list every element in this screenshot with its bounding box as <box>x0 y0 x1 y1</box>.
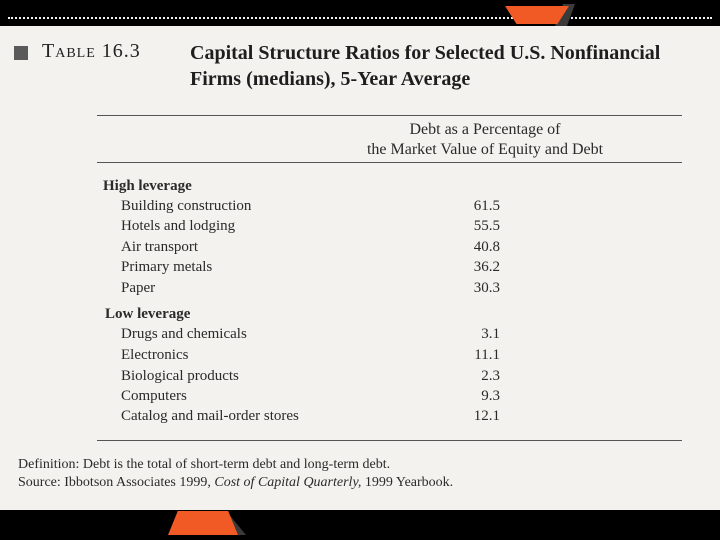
top-band <box>0 0 720 26</box>
group-label: Low leverage <box>105 306 191 322</box>
ratio-value: 3.1 <box>481 326 500 342</box>
ratio-value: 2.3 <box>481 368 500 384</box>
ratio-value: 61.5 <box>473 198 500 214</box>
header-rule <box>97 162 682 163</box>
scanned-page <box>0 26 720 510</box>
industry-label: Building construction <box>121 198 252 214</box>
industry-label: Catalog and mail-order stores <box>121 408 299 424</box>
top-dotted-divider <box>8 17 712 19</box>
bottom-band <box>0 510 720 540</box>
table-marker-square <box>14 46 28 60</box>
source-suffix: 1999 Yearbook. <box>361 475 454 490</box>
industry-label: Air transport <box>121 239 199 255</box>
table-definition: Definition: Debt is the total of short-term debt and long-term debt. <box>18 457 391 472</box>
table-title <box>190 40 690 92</box>
ratio-value: 40.8 <box>473 239 500 255</box>
column-header-line-2: the Market Value of Equity and Debt <box>366 141 604 158</box>
industry-label: Drugs and chemicals <box>121 326 247 342</box>
industry-label: Primary metals <box>121 259 213 275</box>
table-title-line-1: Capital Structure Ratios for Selected U.S. Nonfinancial <box>190 42 661 64</box>
ratio-value: 9.3 <box>481 388 500 404</box>
bottom-accent-tab <box>168 511 238 535</box>
column-header <box>310 120 660 160</box>
column-header-line-1: Debt as a Percentage of <box>409 121 561 138</box>
table-title-line-2: Firms (medians), 5-Year Average <box>190 68 471 90</box>
industry-label: Hotels and lodging <box>121 218 236 234</box>
ratio-value: 11.1 <box>474 347 500 363</box>
source-prefix: Source: Ibbotson Associates 1999, <box>18 475 215 490</box>
industry-label: Electronics <box>121 347 189 363</box>
source-publication: Cost of Capital Quarterly, <box>214 475 362 490</box>
table-source <box>18 474 453 492</box>
bottom-rule <box>97 440 682 441</box>
ratio-value: 36.2 <box>473 259 500 275</box>
group-label: High leverage <box>103 178 192 194</box>
ratio-value: 55.5 <box>473 218 500 234</box>
industry-label: Biological products <box>121 368 239 384</box>
ratio-value: 30.3 <box>473 280 500 296</box>
industry-label: Computers <box>121 388 187 404</box>
ratio-value: 12.1 <box>473 408 500 424</box>
industry-label: Paper <box>121 280 156 296</box>
table-number: Table 16.3 <box>42 40 141 62</box>
top-rule <box>97 115 682 116</box>
